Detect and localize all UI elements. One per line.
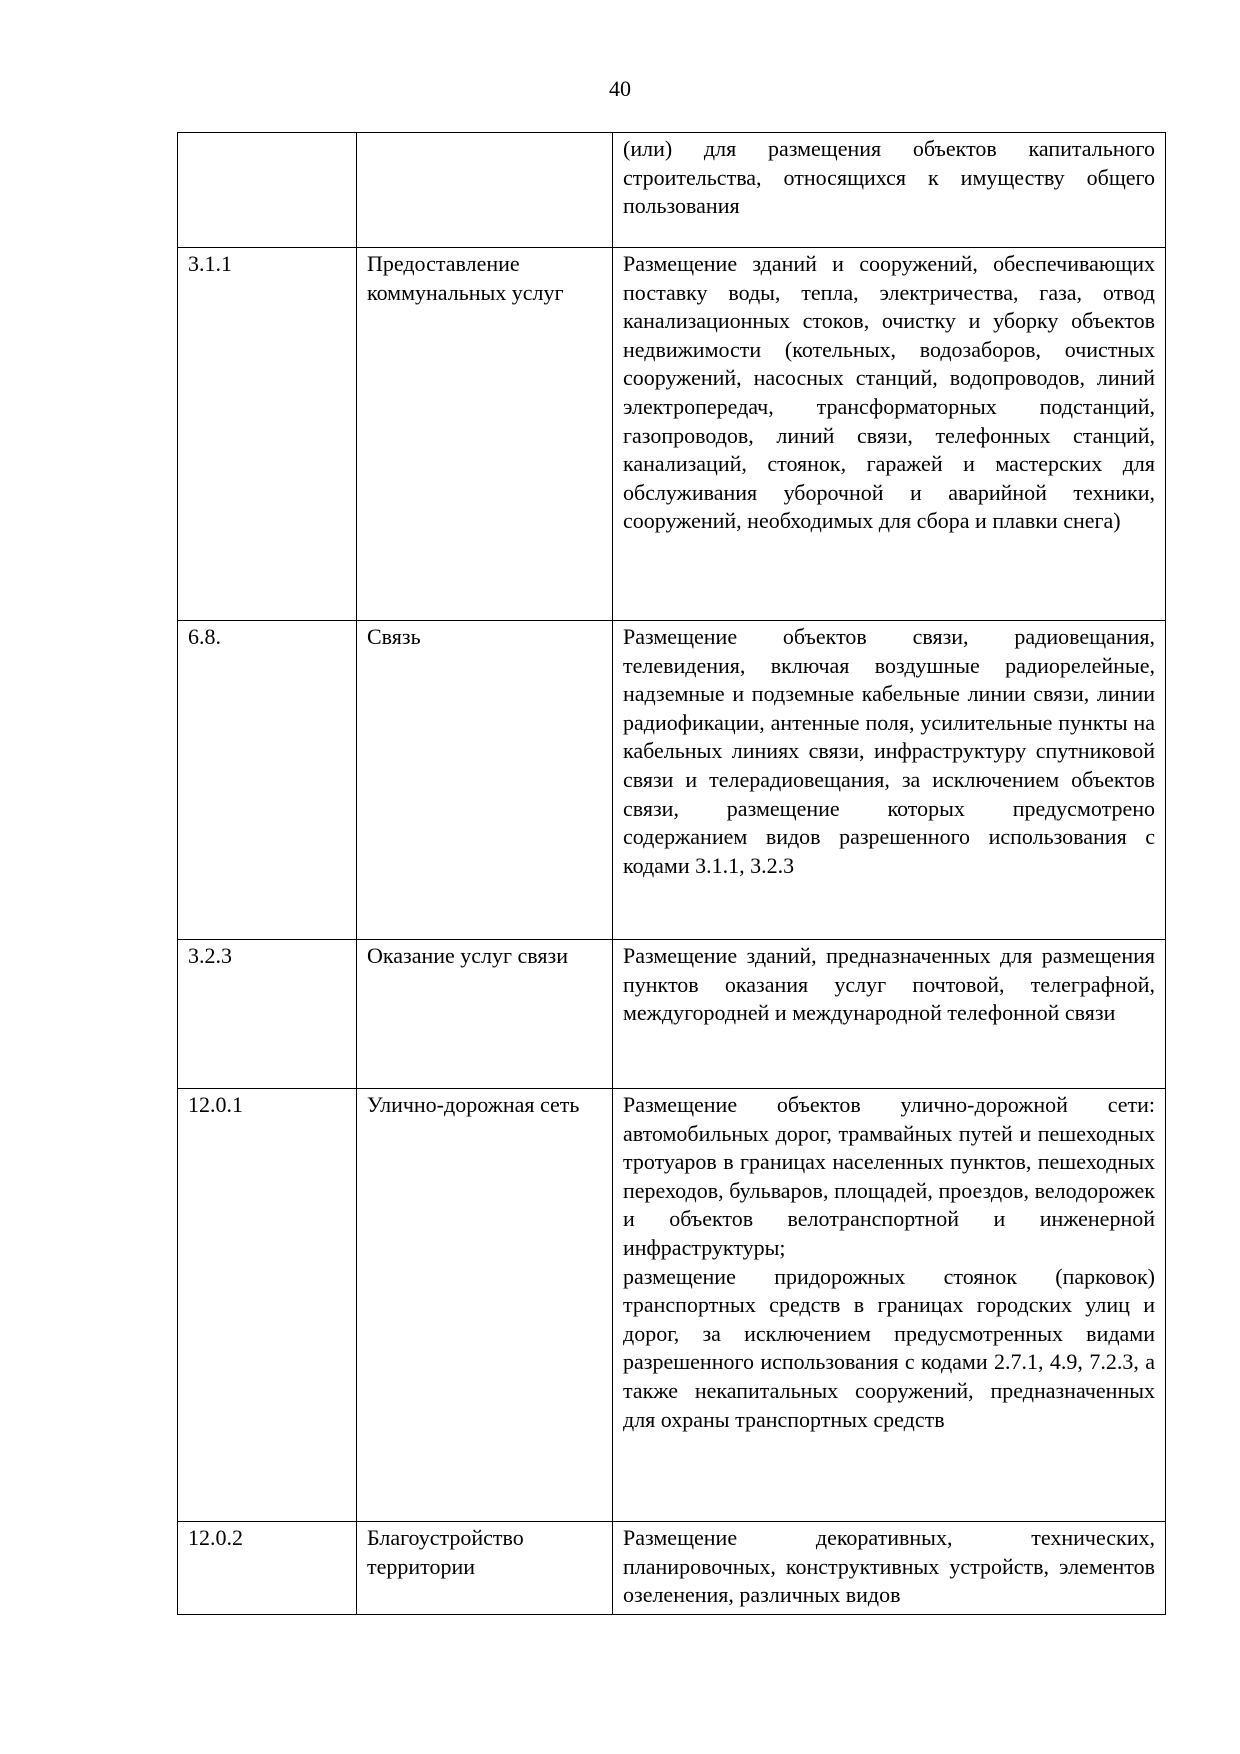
- name-cell: Связь: [357, 621, 613, 940]
- name-cell: Благоустройство территории: [357, 1522, 613, 1615]
- code-cell: [178, 133, 357, 248]
- name-cell: Оказание услуг связи: [357, 940, 613, 1089]
- description-text: Размещение декоративных, технических, планировочных, конструктивных устройств, элементов озеленения, различных видов: [623, 1525, 1155, 1608]
- description-cell: [613, 1522, 1166, 1615]
- code-cell: 3.2.3: [178, 940, 357, 1089]
- name-cell: Улично-дорожная сеть: [357, 1089, 613, 1522]
- description-text: (или) для размещения объектов капитального строительства, относящихся к имуществу общего пользования: [623, 136, 1155, 219]
- table-row: [178, 248, 1166, 621]
- description-cell: [613, 621, 1166, 940]
- description-text: Размещение зданий и сооружений, обеспечивающих поставку воды, тепла, электричества, газа, отвод канализационных стоков, очистку и уборку объектов недвижимости (котельных, водозаборов, очистных сооружений, насосных станций, водопроводов, линий электропередач, трансформаторных подстанций, газопроводов, линий связи, телефонных станций, канализаций, стоянок, гаражей и мастерских для обслуживания уборочной и аварийной техники, сооружений, необходимых для сбора и плавки снега): [623, 251, 1155, 534]
- code-cell: 12.0.1: [178, 1089, 357, 1522]
- table-row: [178, 1089, 1166, 1522]
- description-cell: [613, 248, 1166, 621]
- description-text: Размещение зданий, предназначенных для размещения пунктов оказания услуг почтовой, телеграфной, междугородней и международной телефонной связи: [623, 943, 1155, 1026]
- name-cell: [357, 133, 613, 248]
- description-cell: [613, 940, 1166, 1089]
- land-use-table: [177, 132, 1166, 1615]
- description-text: размещение придорожных стоянок (парковок) транспортных средств в границах городских улиц и дорог, за исключением предусмотренных видами разрешенного использования с кодами 2.7.1, 4.9, 7.2.3, а также некапитальных сооружений, предназначенных для охраны транспортных средств: [623, 1263, 1155, 1432]
- description-text: Размещение объектов связи, радиовещания, телевидения, включая воздушные радиорелейные, надземные и подземные кабельные линии связи, линии радиофикации, антенные поля, усилительные пункты на кабельных линиях связи, инфраструктуру спутниковой связи и телерадиовещания, за исключением объектов связи, размещение которых предусмотрено содержанием видов разрешенного использования с кодами 3.1.1, 3.2.3: [623, 624, 1155, 878]
- table-row: [178, 940, 1166, 1089]
- code-cell: 3.1.1: [178, 248, 357, 621]
- page-number: 40: [609, 76, 631, 101]
- name-cell: Предоставление коммунальных услуг: [357, 248, 613, 621]
- description-cell: [613, 133, 1166, 248]
- description-cell: [613, 1089, 1166, 1522]
- code-cell: 12.0.2: [178, 1522, 357, 1615]
- description-text: Размещение объектов улично-дорожной сети: автомобильных дорог, трамвайных путей и пешеходных тротуаров в границах населенных пунктов, пешеходных переходов, бульваров, площадей, проездов, велодорожек и объектов велотранспортной и инженерной инфраструктуры;: [623, 1092, 1155, 1260]
- table-row: [178, 621, 1166, 940]
- table-row: [178, 133, 1166, 248]
- table-row: [178, 1522, 1166, 1615]
- code-cell: 6.8.: [178, 621, 357, 940]
